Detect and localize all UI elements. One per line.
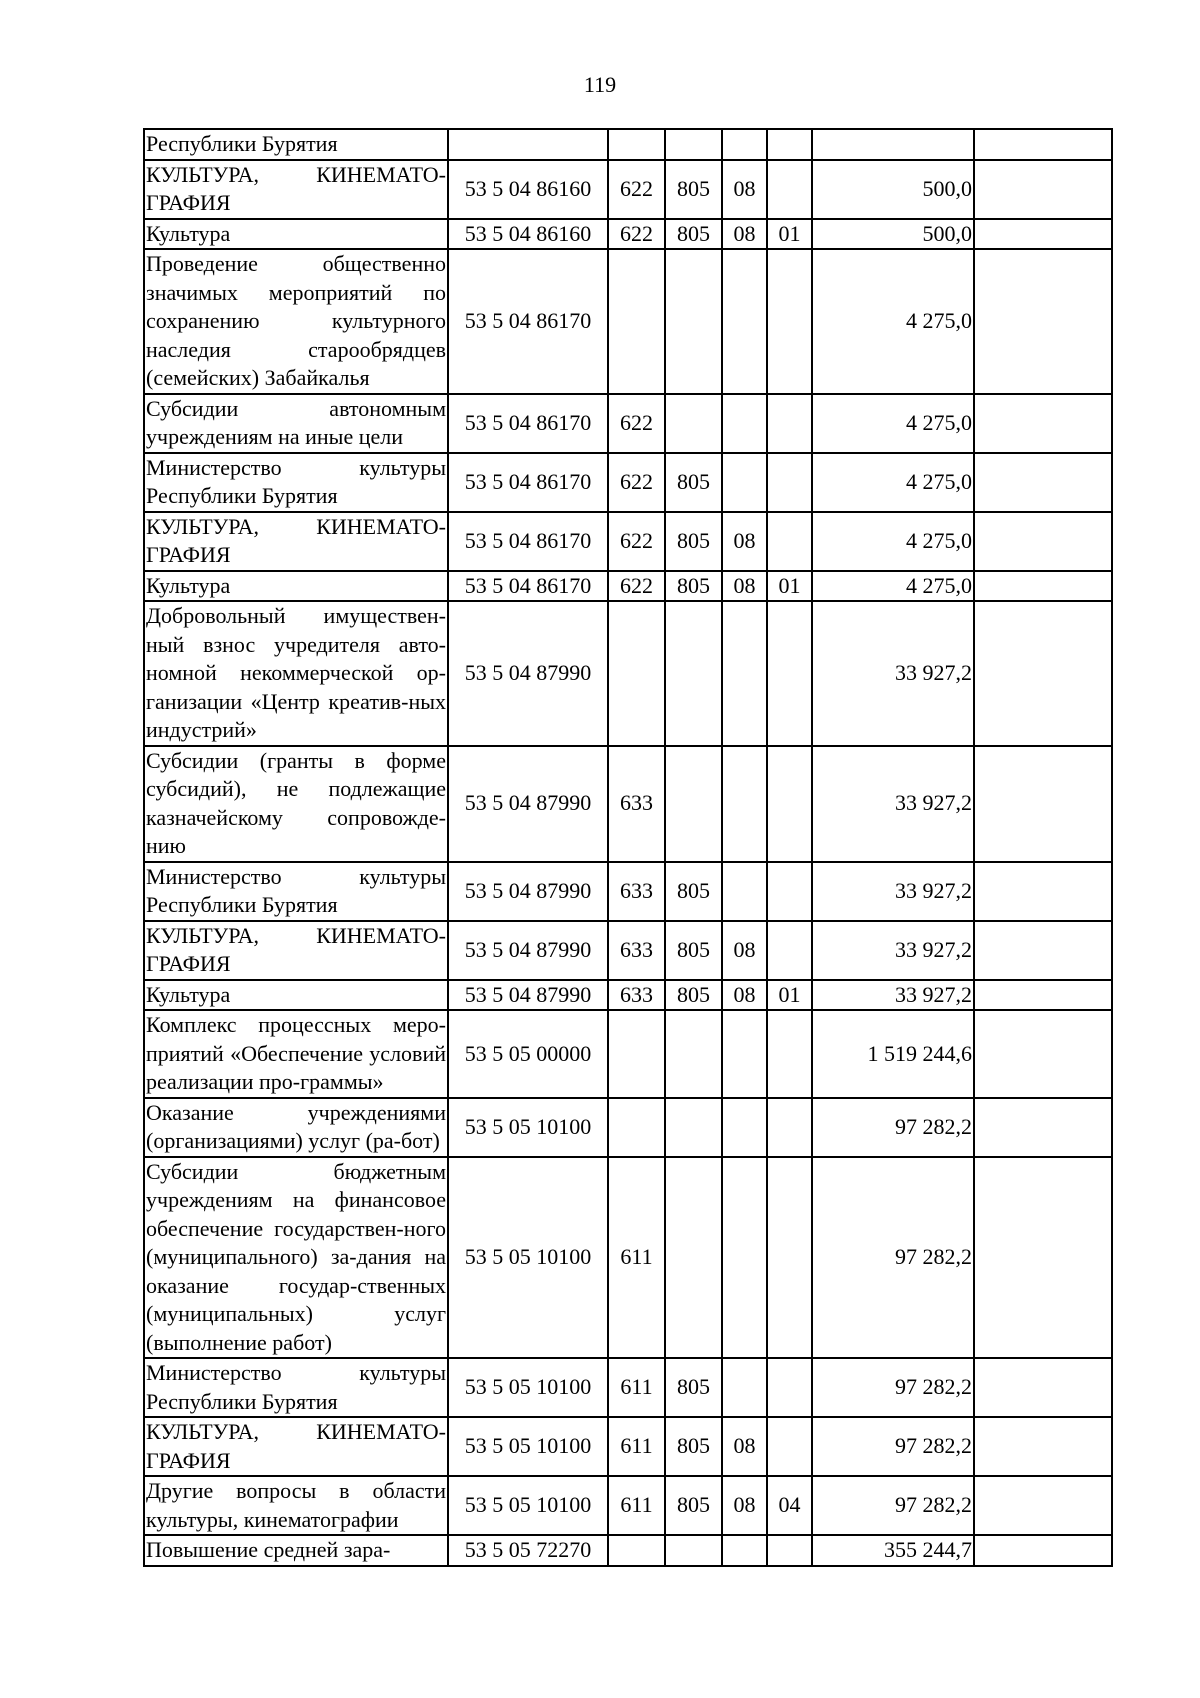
target-code-cell: 53 5 04 87990 bbox=[448, 980, 608, 1011]
row-name-cell: Оказание учреждениями (организациями) услуг (ра-бот) bbox=[144, 1098, 448, 1157]
extra-cell bbox=[974, 160, 1112, 219]
ministry-code-cell bbox=[665, 1010, 722, 1098]
expense-type-cell: 622 bbox=[608, 394, 665, 453]
extra-cell bbox=[974, 1358, 1112, 1417]
target-code-cell: 53 5 04 87990 bbox=[448, 921, 608, 980]
ministry-code-cell: 805 bbox=[665, 862, 722, 921]
expense-type-cell: 622 bbox=[608, 160, 665, 219]
extra-cell bbox=[974, 1535, 1112, 1566]
table-row bbox=[144, 746, 1112, 862]
extra-cell bbox=[974, 921, 1112, 980]
row-name-cell: Субсидии автономным учреждениям на иные цели bbox=[144, 394, 448, 453]
subsection-cell: 01 bbox=[767, 571, 812, 602]
subsection-cell bbox=[767, 160, 812, 219]
budget-table bbox=[143, 128, 1113, 1567]
extra-cell bbox=[974, 453, 1112, 512]
amount-cell: 97 282,2 bbox=[812, 1098, 974, 1157]
subsection-cell bbox=[767, 453, 812, 512]
section-cell bbox=[722, 129, 767, 160]
target-code-cell: 53 5 05 10100 bbox=[448, 1417, 608, 1476]
target-code-cell: 53 5 04 86160 bbox=[448, 219, 608, 250]
ministry-code-cell: 805 bbox=[665, 219, 722, 250]
target-code-cell: 53 5 04 86170 bbox=[448, 571, 608, 602]
expense-type-cell bbox=[608, 129, 665, 160]
extra-cell bbox=[974, 394, 1112, 453]
expense-type-cell: 633 bbox=[608, 746, 665, 862]
ministry-code-cell: 805 bbox=[665, 921, 722, 980]
amount-cell: 4 275,0 bbox=[812, 394, 974, 453]
extra-cell bbox=[974, 601, 1112, 746]
amount-cell: 33 927,2 bbox=[812, 921, 974, 980]
ministry-code-cell bbox=[665, 1098, 722, 1157]
row-name-cell: КУЛЬТУРА, КИНЕМАТО-ГРАФИЯ bbox=[144, 1417, 448, 1476]
table-row bbox=[144, 1157, 1112, 1359]
table-row bbox=[144, 921, 1112, 980]
amount-cell: 500,0 bbox=[812, 160, 974, 219]
row-name-cell: Комплекс процессных меро-приятий «Обеспечение условий реализации про-граммы» bbox=[144, 1010, 448, 1098]
amount-cell: 1 519 244,6 bbox=[812, 1010, 974, 1098]
section-cell: 08 bbox=[722, 980, 767, 1011]
amount-cell: 4 275,0 bbox=[812, 453, 974, 512]
expense-type-cell: 622 bbox=[608, 571, 665, 602]
expense-type-cell: 611 bbox=[608, 1157, 665, 1359]
amount-cell: 33 927,2 bbox=[812, 862, 974, 921]
section-cell bbox=[722, 1157, 767, 1359]
subsection-cell bbox=[767, 862, 812, 921]
subsection-cell bbox=[767, 512, 812, 571]
table-row bbox=[144, 249, 1112, 394]
extra-cell bbox=[974, 1157, 1112, 1359]
expense-type-cell: 622 bbox=[608, 453, 665, 512]
amount-cell: 500,0 bbox=[812, 219, 974, 250]
extra-cell bbox=[974, 249, 1112, 394]
extra-cell bbox=[974, 129, 1112, 160]
section-cell: 08 bbox=[722, 1476, 767, 1535]
expense-type-cell bbox=[608, 1098, 665, 1157]
expense-type-cell: 611 bbox=[608, 1417, 665, 1476]
row-name-cell: Культура bbox=[144, 980, 448, 1011]
section-cell bbox=[722, 1098, 767, 1157]
row-name-cell: КУЛЬТУРА, КИНЕМАТО-ГРАФИЯ bbox=[144, 921, 448, 980]
table-row bbox=[144, 571, 1112, 602]
amount-cell: 97 282,2 bbox=[812, 1476, 974, 1535]
section-cell bbox=[722, 453, 767, 512]
amount-cell: 355 244,7 bbox=[812, 1535, 974, 1566]
expense-type-cell: 633 bbox=[608, 862, 665, 921]
extra-cell bbox=[974, 219, 1112, 250]
section-cell: 08 bbox=[722, 512, 767, 571]
table-row bbox=[144, 1358, 1112, 1417]
amount-cell: 4 275,0 bbox=[812, 571, 974, 602]
target-code-cell: 53 5 04 86170 bbox=[448, 394, 608, 453]
table-row bbox=[144, 1476, 1112, 1535]
row-name-cell: Субсидии (гранты в форме субсидий), не подлежащие казначейскому сопровожде-нию bbox=[144, 746, 448, 862]
amount-cell: 97 282,2 bbox=[812, 1417, 974, 1476]
row-name-cell: Субсидии бюджетным учреждениям на финансовое обеспечение государствен-ного (муниципального) за-дания на оказание государ-ственных (муниципальных) услуг (выполнение работ) bbox=[144, 1157, 448, 1359]
ministry-code-cell: 805 bbox=[665, 453, 722, 512]
target-code-cell: 53 5 05 10100 bbox=[448, 1358, 608, 1417]
row-name-cell: Другие вопросы в области культуры, кинематографии bbox=[144, 1476, 448, 1535]
row-name-cell: КУЛЬТУРА, КИНЕМАТО-ГРАФИЯ bbox=[144, 512, 448, 571]
target-code-cell: 53 5 05 00000 bbox=[448, 1010, 608, 1098]
amount-cell: 33 927,2 bbox=[812, 601, 974, 746]
expense-type-cell bbox=[608, 249, 665, 394]
ministry-code-cell bbox=[665, 394, 722, 453]
subsection-cell: 01 bbox=[767, 219, 812, 250]
section-cell: 08 bbox=[722, 921, 767, 980]
section-cell: 08 bbox=[722, 1417, 767, 1476]
target-code-cell: 53 5 04 86170 bbox=[448, 249, 608, 394]
extra-cell bbox=[974, 1476, 1112, 1535]
table-row bbox=[144, 862, 1112, 921]
amount-cell: 4 275,0 bbox=[812, 249, 974, 394]
subsection-cell bbox=[767, 394, 812, 453]
subsection-cell bbox=[767, 1417, 812, 1476]
subsection-cell bbox=[767, 1010, 812, 1098]
table-row bbox=[144, 453, 1112, 512]
ministry-code-cell bbox=[665, 1535, 722, 1566]
expense-type-cell: 633 bbox=[608, 921, 665, 980]
section-cell bbox=[722, 1535, 767, 1566]
section-cell: 08 bbox=[722, 219, 767, 250]
target-code-cell: 53 5 04 86170 bbox=[448, 512, 608, 571]
row-name-cell: Добровольный имуществен-ный взнос учредителя авто-номной некоммерческой ор-ганизации «Центр креатив-ных индустрий» bbox=[144, 601, 448, 746]
target-code-cell: 53 5 04 87990 bbox=[448, 601, 608, 746]
expense-type-cell: 611 bbox=[608, 1358, 665, 1417]
extra-cell bbox=[974, 571, 1112, 602]
target-code-cell: 53 5 04 87990 bbox=[448, 862, 608, 921]
extra-cell bbox=[974, 862, 1112, 921]
section-cell bbox=[722, 862, 767, 921]
table-row bbox=[144, 1417, 1112, 1476]
subsection-cell bbox=[767, 601, 812, 746]
expense-type-cell bbox=[608, 601, 665, 746]
subsection-cell bbox=[767, 1157, 812, 1359]
ministry-code-cell bbox=[665, 129, 722, 160]
section-cell: 08 bbox=[722, 160, 767, 219]
extra-cell bbox=[974, 1010, 1112, 1098]
section-cell bbox=[722, 394, 767, 453]
amount-cell: 33 927,2 bbox=[812, 980, 974, 1011]
ministry-code-cell bbox=[665, 1157, 722, 1359]
row-name-cell: Культура bbox=[144, 219, 448, 250]
amount-cell: 97 282,2 bbox=[812, 1358, 974, 1417]
extra-cell bbox=[974, 980, 1112, 1011]
ministry-code-cell: 805 bbox=[665, 571, 722, 602]
subsection-cell bbox=[767, 746, 812, 862]
table-row bbox=[144, 512, 1112, 571]
table-row bbox=[144, 980, 1112, 1011]
ministry-code-cell bbox=[665, 601, 722, 746]
page-number: 119 bbox=[583, 72, 617, 97]
ministry-code-cell bbox=[665, 249, 722, 394]
subsection-cell bbox=[767, 129, 812, 160]
table-row bbox=[144, 1010, 1112, 1098]
section-cell bbox=[722, 1358, 767, 1417]
subsection-cell: 01 bbox=[767, 980, 812, 1011]
target-code-cell bbox=[448, 129, 608, 160]
target-code-cell: 53 5 05 10100 bbox=[448, 1098, 608, 1157]
section-cell bbox=[722, 746, 767, 862]
row-name-cell: КУЛЬТУРА, КИНЕМАТО-ГРАФИЯ bbox=[144, 160, 448, 219]
ministry-code-cell: 805 bbox=[665, 160, 722, 219]
expense-type-cell bbox=[608, 1535, 665, 1566]
expense-type-cell bbox=[608, 1010, 665, 1098]
amount-cell: 97 282,2 bbox=[812, 1157, 974, 1359]
ministry-code-cell: 805 bbox=[665, 512, 722, 571]
ministry-code-cell bbox=[665, 746, 722, 862]
target-code-cell: 53 5 04 86170 bbox=[448, 453, 608, 512]
section-cell bbox=[722, 601, 767, 746]
expense-type-cell: 633 bbox=[608, 980, 665, 1011]
amount-cell: 33 927,2 bbox=[812, 746, 974, 862]
extra-cell bbox=[974, 1417, 1112, 1476]
ministry-code-cell: 805 bbox=[665, 1358, 722, 1417]
target-code-cell: 53 5 04 86160 bbox=[448, 160, 608, 219]
table-row bbox=[144, 1535, 1112, 1566]
target-code-cell: 53 5 05 10100 bbox=[448, 1157, 608, 1359]
subsection-cell: 04 bbox=[767, 1476, 812, 1535]
row-name-cell: Министерство культуры Республики Бурятия bbox=[144, 1358, 448, 1417]
ministry-code-cell: 805 bbox=[665, 1417, 722, 1476]
target-code-cell: 53 5 05 72270 bbox=[448, 1535, 608, 1566]
amount-cell bbox=[812, 129, 974, 160]
row-name-cell: Повышение средней зара- bbox=[144, 1535, 448, 1566]
table-row bbox=[144, 1098, 1112, 1157]
subsection-cell bbox=[767, 921, 812, 980]
table-row bbox=[144, 601, 1112, 746]
row-name-cell: Культура bbox=[144, 571, 448, 602]
extra-cell bbox=[974, 512, 1112, 571]
table-row bbox=[144, 129, 1112, 160]
row-name-cell: Министерство культуры Республики Бурятия bbox=[144, 453, 448, 512]
row-name-cell: Проведение общественно значимых мероприятий по сохранению культурного наследия старообрядцев (семейских) Забайкалья bbox=[144, 249, 448, 394]
table-row bbox=[144, 160, 1112, 219]
subsection-cell bbox=[767, 1358, 812, 1417]
expense-type-cell: 611 bbox=[608, 1476, 665, 1535]
table-row bbox=[144, 219, 1112, 250]
table-row bbox=[144, 394, 1112, 453]
budget-table-body bbox=[144, 129, 1112, 1566]
expense-type-cell: 622 bbox=[608, 219, 665, 250]
ministry-code-cell: 805 bbox=[665, 1476, 722, 1535]
subsection-cell bbox=[767, 1535, 812, 1566]
section-cell: 08 bbox=[722, 571, 767, 602]
subsection-cell bbox=[767, 249, 812, 394]
row-name-cell: Республики Бурятия bbox=[144, 129, 448, 160]
target-code-cell: 53 5 05 10100 bbox=[448, 1476, 608, 1535]
extra-cell bbox=[974, 746, 1112, 862]
ministry-code-cell: 805 bbox=[665, 980, 722, 1011]
target-code-cell: 53 5 04 87990 bbox=[448, 746, 608, 862]
extra-cell bbox=[974, 1098, 1112, 1157]
subsection-cell bbox=[767, 1098, 812, 1157]
amount-cell: 4 275,0 bbox=[812, 512, 974, 571]
row-name-cell: Министерство культуры Республики Бурятия bbox=[144, 862, 448, 921]
expense-type-cell: 622 bbox=[608, 512, 665, 571]
section-cell bbox=[722, 249, 767, 394]
section-cell bbox=[722, 1010, 767, 1098]
